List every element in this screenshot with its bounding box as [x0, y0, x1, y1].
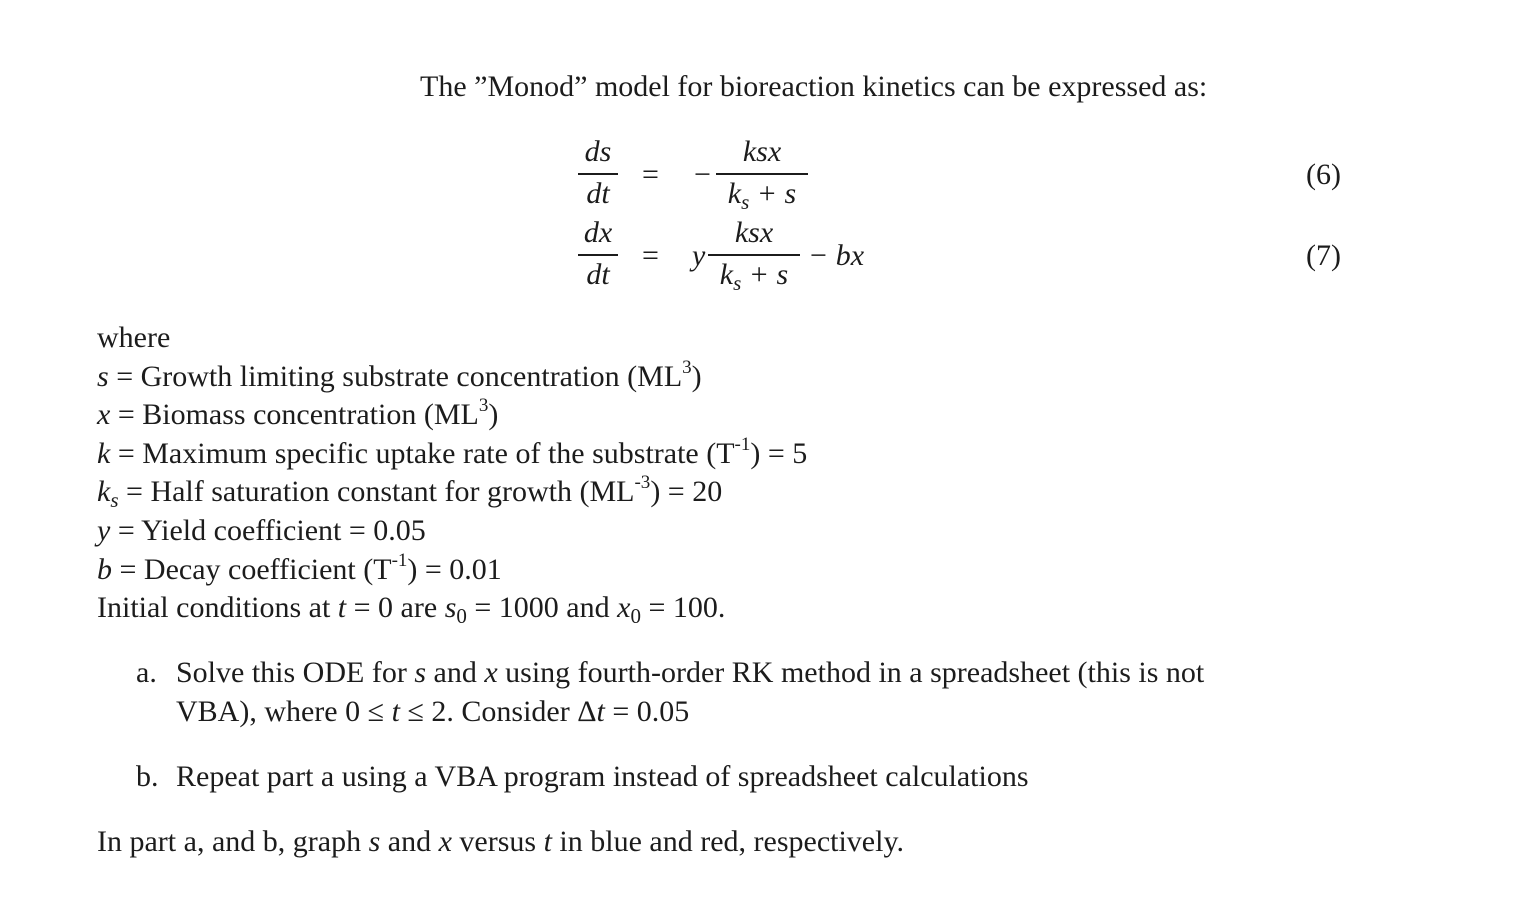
eq7-rhs-fraction: [708, 216, 800, 295]
definition-y: y = Yield coefficient = 0.05: [97, 514, 426, 547]
eq7-lhs-fraction: [578, 216, 618, 292]
eq6-prefix: −: [694, 158, 711, 191]
part-a-line2: VBA), where 0 ≤ t ≤ 2. Consider Δt = 0.05: [176, 695, 690, 728]
eq7-number: (7): [1306, 239, 1341, 272]
definition-x: x = Biomass concentration $(ML^3)$: [97, 395, 499, 431]
where-label: where: [97, 321, 171, 354]
eq7-rhs-den: $k_s + s$: [719, 258, 789, 295]
eq7-rhs-num: ksx: [734, 216, 774, 249]
intro-text: The ”Monod” model for bioreaction kinetics can be expressed as:: [420, 70, 1208, 103]
definition-b: b = Decay coefficient $(T^{-1}) = 0.01$: [97, 550, 502, 586]
part-a-label: a.: [136, 656, 157, 689]
definition-ks: $k_s$ = Half saturation constant for growth $(ML^{-3}) = 20$: [97, 472, 723, 512]
definition-s: s = Growth limiting substrate concentration $(ML^3)$: [97, 357, 702, 393]
eq6-rhs-den: $k_s + s$: [727, 177, 797, 214]
eq7-lhs-num: dx: [583, 216, 613, 249]
eq6-lhs-den: dt: [586, 177, 610, 210]
initial-conditions: Initial conditions at t = 0 are $s_0 = 1000$ and $x_0 = 100$.: [97, 591, 726, 628]
definition-k: k = Maximum specific uptake rate of the substrate $(T^{-1}) = 5$: [97, 434, 808, 470]
eq6-equals: =: [642, 158, 659, 191]
eq6-lhs-fraction: [578, 135, 618, 211]
eq7-prefix: y: [692, 239, 706, 272]
closing-text: In part a, and b, graph s and x versus t in blue and red, respectively.: [97, 825, 905, 858]
eq7-suffix: − bx: [808, 239, 865, 272]
part-b-label: b.: [136, 760, 159, 793]
eq6-rhs-fraction: [716, 135, 808, 214]
eq6-lhs-num: ds: [584, 135, 612, 168]
eq6-number: (6): [1306, 158, 1341, 191]
part-a-line1: Solve this ODE for s and x using fourth-order RK method in a spreadsheet (this is not: [176, 656, 1205, 689]
part-b-text: Repeat part a using a VBA program instead of spreadsheet calculations: [176, 760, 1029, 793]
eq7-lhs-den: dt: [586, 258, 610, 291]
eq6-rhs-num: ksx: [742, 135, 782, 168]
eq7-equals: =: [642, 239, 659, 272]
